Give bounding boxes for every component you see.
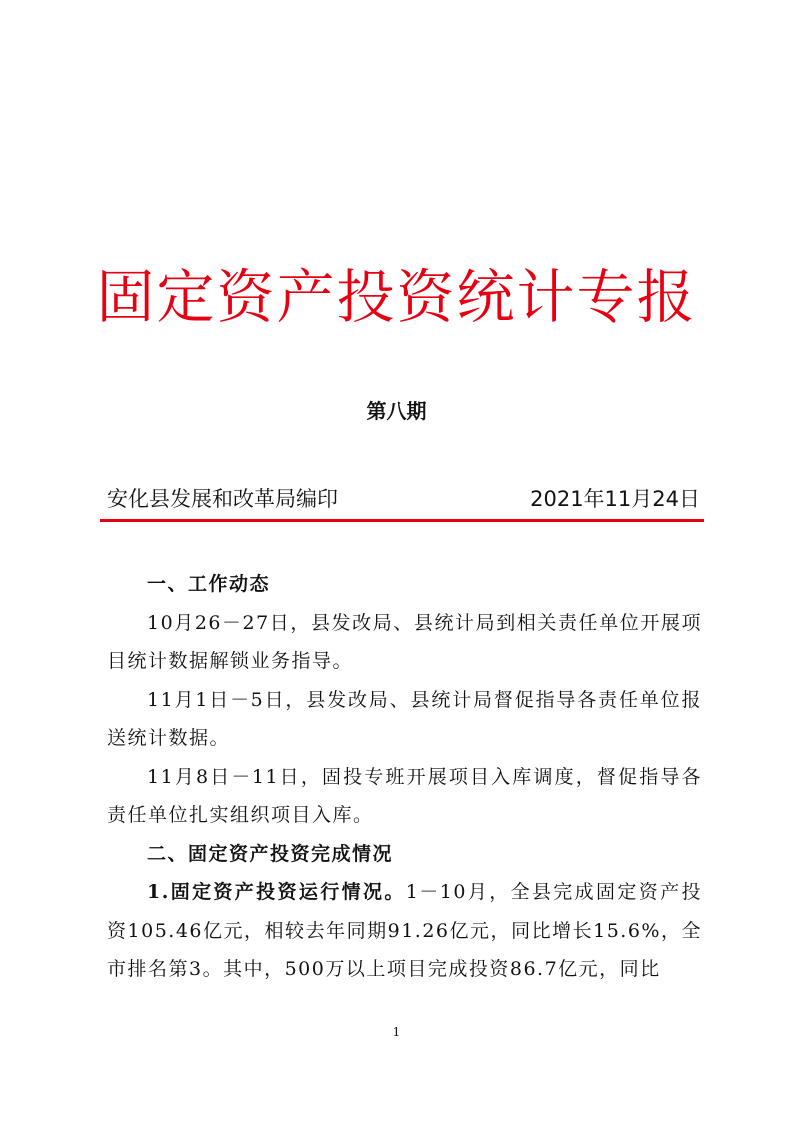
editor-name: 安化县发展和改革局编印 bbox=[107, 487, 338, 511]
paragraph-text: 1－10月，全县完成固定资产投资105.46亿元，相较去年同期91.26亿元，同比增长15.6%，全市排名第3。其中，500万以上项目完成投资86.7亿元，同比 bbox=[107, 881, 702, 980]
masthead bbox=[107, 484, 700, 514]
red-divider bbox=[100, 519, 704, 522]
issue-number: 第八期 bbox=[366, 399, 427, 423]
report-title: 固定资产投资统计专报 bbox=[96, 263, 697, 331]
section-heading-work-news: 一、工作动态 bbox=[147, 573, 271, 595]
paragraph: 11月1日－5日，县发改局、县统计局督促指导各责任单位报送统计数据。 bbox=[107, 688, 702, 749]
document-body bbox=[107, 565, 702, 989]
paragraph: 10月26－27日，县发改局、县统计局到相关责任单位开展项目统计数据解锁业务指导。 bbox=[107, 611, 702, 672]
paragraph: 11月8日－11日，固投专班开展项目入库调度，督促指导各责任单位扎实组织项目入库。 bbox=[107, 765, 702, 826]
paragraph bbox=[107, 873, 702, 989]
section-heading-completion: 二、固定资产投资完成情况 bbox=[147, 842, 394, 865]
publish-date: 2021年11月24日 bbox=[530, 487, 700, 511]
page-number: 1 bbox=[392, 1025, 401, 1039]
paragraph-lead: 1.固定资产投资运行情况。 bbox=[147, 881, 406, 903]
